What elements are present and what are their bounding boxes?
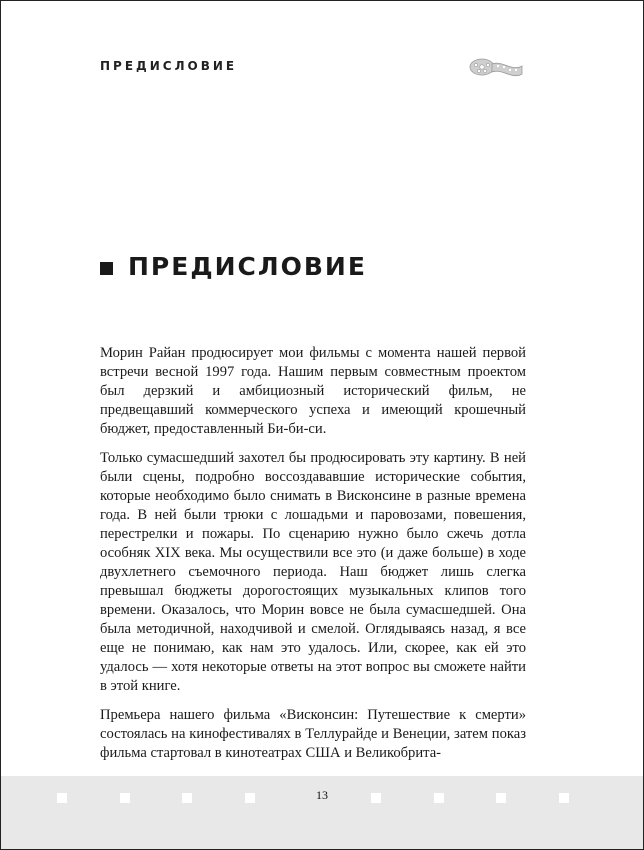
paragraph-3: Премьера нашего фильма «Висконсин: Путешествие к смерти» состоялась на кинофестивалях в Теллурайде и Венеции, затем показ фильма стартовал в кинотеатрах США и Великобрита-	[100, 707, 526, 761]
chapter-title-text: ПРЕДИСЛОВИЕ	[128, 252, 367, 281]
film-reel-icon	[466, 52, 526, 82]
running-header: ПРЕДИСЛОВИЕ	[100, 59, 238, 73]
paragraph-2: Только сумасшедший захотел бы продюсировать эту картину. В ней были сцены, подробно воссоздававшие исторические события, которые необходимо было снимать в Висконсине в разные времена года. В ней были трюки с лошадьми и паровозами, повешения, перестрелки и пожары. По сценарию нужно было сжечь дотла особняк XIX века. Мы осуществили все это (и даже больше) в ходе двухлетнего съемочного периода. Наш бюджет лишь слегка превышал бюджеты дорогостоящих музыкальных клипов того времени. Оказалось, что Морин вовсе не была сумасшедшей. Она была методичной, находчивой и смелой. Оглядываясь назад, я все еще не понимаю, как нам это удалось. Или, скорее, как ей это удалось — хотя некоторые ответы на этот вопрос вы сможете найти в этой книге.	[100, 450, 526, 694]
paragraph-1: Морин Райан продюсирует мои фильмы с момента нашей первой встречи весной 1997 года. Нашим первым совместным проектом был дерзкий и амбициозный исторический фильм, не предвещавший коммерческого успеха и имеющий крошечный бюджет, предоставленный Би-би-си.	[100, 345, 526, 437]
chapter-title	[100, 252, 367, 281]
footer-band	[1, 776, 643, 849]
title-bullet-square	[100, 262, 113, 275]
body-text	[100, 344, 526, 773]
page-number: 13	[316, 788, 328, 802]
